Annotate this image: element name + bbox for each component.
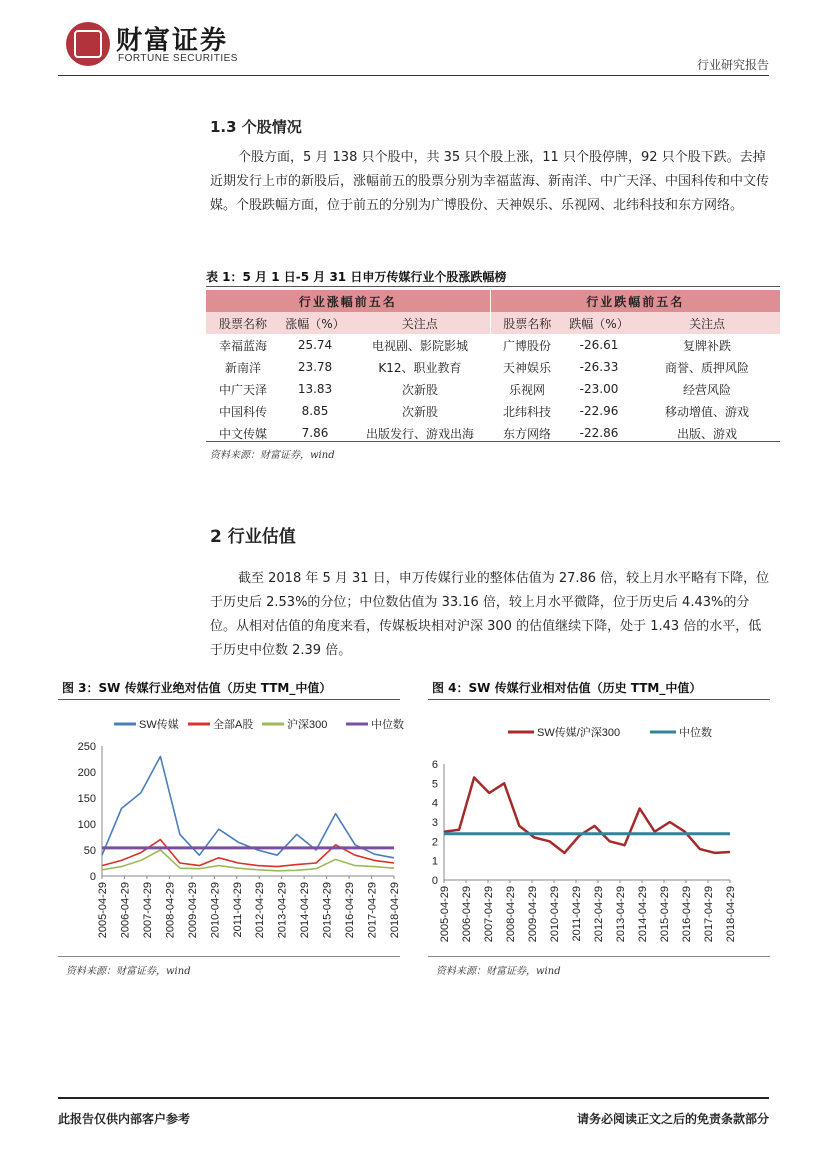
- x-tick-label: 2008-04-29: [164, 882, 177, 939]
- series-line: [444, 778, 730, 853]
- y-tick-label: 250: [77, 741, 96, 753]
- x-tick-label: 2008-04-29: [505, 886, 517, 943]
- x-tick-label: 2012-04-29: [593, 886, 605, 943]
- section-1-3-paragraph: 个股方面，5 月 138 只个股中，共 35 只个股上涨，11 只个股停牌，92 只个股下跌。去掉近期发行上市的新股后，涨幅前五的股票分别为幸福蓝海、新南洋、中广天泽、中国科传和中文传媒。个股跌幅方面，位于前五的分别为广博股份、天神娱乐、乐视网、北纬科技和东方网络。: [210, 150, 770, 213]
- table-cell: 天神娱乐: [502, 360, 551, 375]
- logo-text-cn: 财富证券: [116, 26, 229, 56]
- table-row: [206, 400, 780, 422]
- table-cell: 次新股: [401, 404, 438, 419]
- figure3-source: 资料来源：财富证券，wind: [66, 966, 191, 977]
- table-cell: 次新股: [401, 382, 438, 397]
- table-cell: 电视剧、影院影城: [371, 338, 468, 353]
- table-top-rule: [206, 286, 780, 287]
- table-cell: 经营风险: [682, 382, 731, 397]
- x-tick-label: 2017-04-29: [366, 882, 379, 939]
- series-line: [102, 756, 394, 857]
- figure3-top-rule: [58, 699, 400, 700]
- x-tick-label: 2016-04-29: [344, 882, 357, 939]
- logo-text-en: FORTUNE SECURITIES: [118, 53, 238, 64]
- y-tick-label: 0: [89, 871, 96, 883]
- x-tick-label: 2005-04-29: [439, 886, 451, 943]
- x-tick-label: 2005-04-29: [97, 882, 109, 939]
- table-source: 资料来源：财富证券，wind: [210, 450, 335, 461]
- table-cell: 北纬科技: [502, 404, 551, 419]
- x-tick-label: 2006-04-29: [461, 886, 473, 943]
- header-divider: [58, 75, 769, 76]
- legend-label: 中位数: [371, 719, 404, 731]
- column-header: 关注点: [350, 312, 490, 334]
- x-tick-label: 2012-04-29: [254, 882, 267, 939]
- table-cell: 新南洋: [224, 360, 261, 375]
- y-tick-label: 5: [431, 778, 438, 791]
- legend-label: SW传媒/沪深300: [537, 727, 621, 739]
- x-tick-label: 2015-04-29: [659, 886, 671, 943]
- y-tick-label: 4: [431, 797, 438, 810]
- y-tick-label: 3: [431, 817, 438, 829]
- x-tick-label: 2007-04-29: [483, 886, 495, 943]
- table-cell: 乐视网: [508, 382, 545, 397]
- y-tick-label: 100: [77, 819, 96, 831]
- doc-type-label: 行业研究报告: [696, 58, 769, 72]
- x-tick-label: 2010-04-29: [549, 886, 561, 943]
- table-cell: 23.78: [297, 360, 333, 374]
- series-line: [102, 840, 394, 867]
- section-title-1-3: 1.3 个股情况: [210, 118, 302, 136]
- x-tick-label: 2007-04-29: [141, 882, 154, 939]
- table-cell: 移动增值、游戏: [664, 404, 749, 419]
- table-cell: -23.00: [579, 382, 619, 396]
- x-tick-label: 2017-04-29: [703, 886, 715, 943]
- x-tick-label: 2010-04-29: [209, 882, 222, 939]
- table-cell: 中文传媒: [218, 426, 267, 441]
- table-cell: -22.86: [579, 426, 619, 440]
- group-header-up: 行业涨幅前五名: [206, 290, 490, 312]
- y-tick-label: 6: [431, 759, 438, 771]
- x-tick-label: 2014-04-29: [637, 886, 649, 943]
- table-cell: 中国科传: [218, 404, 267, 419]
- table-cell: 25.74: [297, 338, 333, 352]
- column-header-row: [206, 312, 780, 334]
- table-row: [206, 378, 780, 400]
- x-tick-label: 2009-04-29: [186, 882, 199, 939]
- y-tick-label: 50: [83, 845, 96, 857]
- x-tick-label: 2018-04-29: [725, 886, 737, 943]
- footer-left: 此报告仅供内部客户参考: [58, 1112, 191, 1126]
- stock-ranking-table: [206, 290, 780, 444]
- table-cell: 商誉、质押风险: [664, 360, 749, 375]
- figure4-top-rule: [428, 699, 770, 700]
- column-header: 涨幅（%）: [280, 312, 350, 334]
- x-tick-label: 2018-04-29: [389, 882, 401, 939]
- section-2-paragraph: 截至 2018 年 5 月 31 日，申万传媒行业的整体估值为 27.86 倍，较上月水平略有下降，位于历史后 2.53%的分位；中位数估值为 33.16 倍，较上月水平微降，位于历史后 4.43%的分位。从相对估值的角度来看，传媒板块相对沪深 300 的估值继续下降，处于 1.43 倍的水平，低于历史中位数 2.39 倍。: [210, 571, 770, 658]
- table-cell: 中广天泽: [218, 382, 267, 397]
- table-cell: 幸福蓝海: [218, 338, 267, 353]
- figure3-bottom-rule: [58, 956, 400, 957]
- table-cell: 出版、游戏: [676, 426, 737, 441]
- legend-label: 中位数: [679, 727, 712, 739]
- column-header: 跌幅（%）: [564, 312, 634, 334]
- table-bottom-rule: [206, 441, 780, 442]
- legend-label: 全部A股: [213, 719, 254, 731]
- table-cell: -26.61: [579, 338, 619, 352]
- y-tick-label: 200: [77, 767, 96, 779]
- x-tick-label: 2014-04-29: [299, 882, 312, 939]
- table-cell: 出版发行、游戏出海: [365, 426, 474, 441]
- figure4-bottom-rule: [428, 956, 770, 957]
- table-cell: 东方网络: [502, 426, 551, 441]
- table-cell: -22.96: [579, 404, 619, 418]
- x-tick-label: 2013-04-29: [276, 882, 289, 939]
- table-cell: -26.33: [579, 360, 619, 374]
- table-row: [206, 334, 780, 356]
- figure3-caption: 图 3：SW 传媒行业绝对估值（历史 TTM_中值）: [62, 681, 332, 695]
- footer-divider: [58, 1097, 769, 1099]
- table-cell: 13.83: [297, 382, 333, 396]
- figure4-caption: 图 4：SW 传媒行业相对估值（历史 TTM_中值）: [432, 681, 702, 695]
- table-cell: 广博股份: [502, 338, 551, 353]
- x-tick-label: 2016-04-29: [681, 886, 693, 943]
- y-tick-label: 150: [77, 793, 96, 805]
- x-tick-label: 2015-04-29: [321, 882, 334, 939]
- x-tick-label: 2013-04-29: [615, 886, 627, 943]
- y-tick-label: 2: [431, 836, 438, 849]
- column-header: 关注点: [634, 312, 780, 334]
- figure4-source: 资料来源：财富证券，wind: [436, 966, 561, 977]
- footer-right: 请务必阅读正文之后的免责条款部分: [576, 1112, 769, 1126]
- x-tick-label: 2006-04-29: [119, 882, 132, 939]
- table-cell: 7.86: [301, 426, 329, 440]
- logo-mark: [74, 30, 102, 58]
- x-tick-label: 2009-04-29: [527, 886, 539, 943]
- table-cell: 复牌补跌: [682, 338, 731, 353]
- table-row: [206, 356, 780, 378]
- legend-label: SW传媒: [139, 719, 179, 731]
- table-cell: 8.85: [301, 404, 329, 418]
- column-header: 股票名称: [206, 312, 280, 334]
- y-tick-label: 0: [431, 875, 438, 887]
- table-cell: K12、职业教育: [378, 360, 462, 375]
- group-header-down: 行业跌幅前五名: [490, 290, 780, 312]
- absolute-valuation-chart: [58, 702, 404, 954]
- section-title-2: 2 行业估值: [210, 527, 296, 547]
- x-tick-label: 2011-04-29: [231, 882, 244, 938]
- column-header: 股票名称: [490, 312, 564, 334]
- table-caption: 表 1：5 月 1 日-5 月 31 日申万传媒行业个股涨跌幅榜: [206, 270, 507, 284]
- x-tick-label: 2011-04-29: [571, 886, 583, 942]
- relative-valuation-chart: [428, 702, 770, 954]
- legend-label: 沪深300: [287, 719, 328, 731]
- y-tick-label: 1: [431, 855, 438, 868]
